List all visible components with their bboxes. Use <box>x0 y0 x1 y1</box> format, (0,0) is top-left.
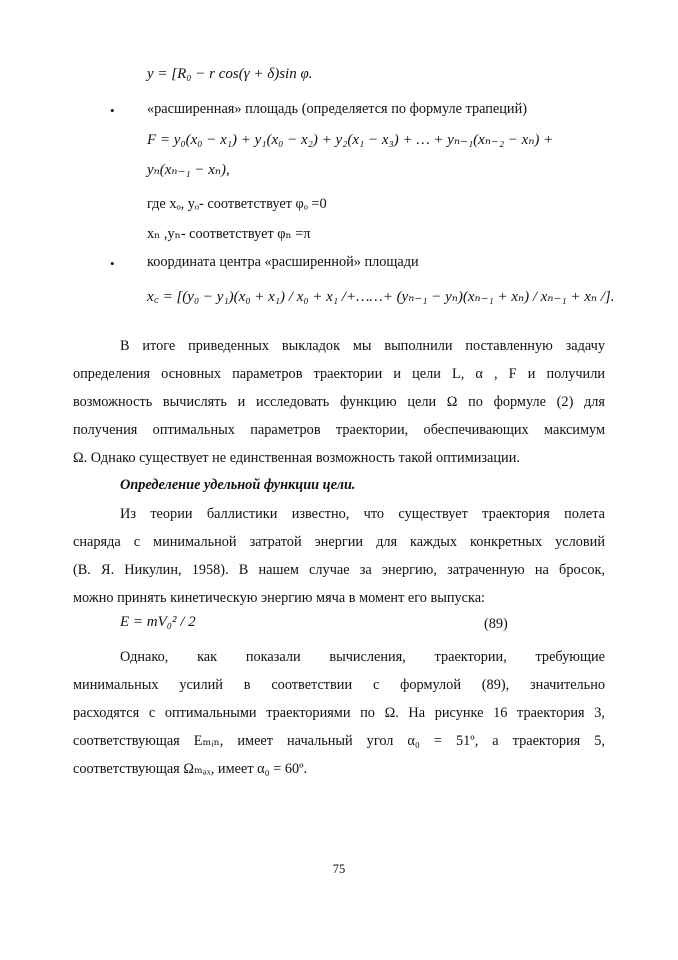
para3-line2: минимальных усилий в соответствии с формулой (89), значительно <box>73 677 605 693</box>
where-line-2: xₙ ,yₙ- соответствует φₙ =π <box>147 226 311 242</box>
bullet-dot: • <box>110 103 115 118</box>
para1-line4: получения оптимальных параметров траектории, обеспечивающих максимум <box>73 422 605 438</box>
formula-y: y = [R₀ − r cos(γ + δ)sin φ. <box>147 66 313 82</box>
para1-line1: В итоге приведенных выкладок мы выполнили поставленную задачу <box>120 338 605 354</box>
where-line-1: где xₒ, yₒ- соответствует φₒ =0 <box>147 196 327 212</box>
para2-line3: (В. Я. Никулин, 1958). В нашем случае за энергию, затраченную на бросок, <box>73 562 605 578</box>
formula-f-line1: F = y₀(x₀ − x₁) + y₁(x₀ − x₂) + y₂(x₁ − x₃) + … + yₙ₋₁(xₙ₋₂ − xₙ) + <box>147 132 554 148</box>
bullet-text-center-coordinate: координата центра «расширенной» площади <box>147 254 419 270</box>
para2-line4: можно принять кинетическую энергию мяча в момент его выпуска: <box>73 590 486 606</box>
para1-line2: определения основных параметров траектории и цели L, α , F и получили <box>73 366 605 382</box>
equation-number: (89) <box>484 616 508 632</box>
para1-line3: возможность вычислять и исследовать функцию цели Ω по формуле (2) для <box>73 394 605 410</box>
formula-xc: x꜀ = [(y₀ − y₁)(x₀ + x₁) / x₀ + x₁ /+……+ (yₙ₋₁ − yₙ)(xₙ₋₁ + xₙ) / xₙ₋₁ + xₙ /]. <box>147 289 615 305</box>
bullet-text-extended-area: «расширенная» площадь (определяется по формуле трапеций) <box>147 101 527 117</box>
para1-line5: Ω. Однако существует не единственная возможность такой оптимизации. <box>73 450 520 466</box>
para2-line2: снаряда с минимальной затратой энергии для каждых конкретных условий <box>73 534 605 550</box>
formula-f-line2: yₙ(xₙ₋₁ − xₙ), <box>147 162 230 178</box>
para3-line4: соответствующая Eₘᵢₙ, имеет начальный угол α₀ = 51º, а траектория 5, <box>73 733 605 749</box>
para3-line5: соответствующая Ωₘₐₓ, имеет α₀ = 60º. <box>73 761 308 777</box>
section-heading: Определение удельной функции цели. <box>120 477 356 493</box>
para3-line1: Однако, как показали вычисления, траектории, требующие <box>120 649 605 665</box>
page-number: 75 <box>332 862 346 876</box>
para2-line1: Из теории баллистики известно, что существует траектория полета <box>120 506 605 522</box>
bullet-dot: • <box>110 256 115 271</box>
para3-line3: расходятся с оптимальными траекториями по Ω. На рисунке 16 траектория 3, <box>73 705 605 721</box>
formula-e: E = mV₀² / 2 <box>120 614 196 630</box>
